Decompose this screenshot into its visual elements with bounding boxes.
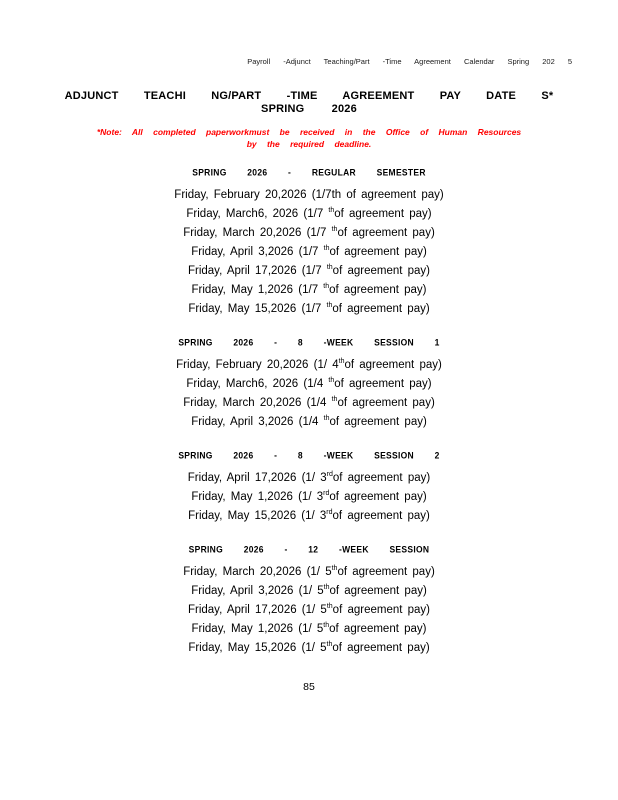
section-heading: SPRING 2026 - 8 -WEEK SESSION 2 xyxy=(178,449,440,461)
pay-date-line: Friday, April 17,2026 (1/ 3rdof agreement pay) xyxy=(187,471,431,484)
pay-date-line: Friday, May 15,2026 (1/ 5thof agreement pay) xyxy=(188,641,430,654)
pay-date-line: Friday, March6, 2026 (1/4 $^{th}$of agreement pay) xyxy=(186,377,432,390)
pay-date-line: Friday, May 15,2026 (1/7 $^{th}$of agreement pay) xyxy=(188,302,430,315)
section-heading: SPRING 2026 - 12 -WEEK SESSION xyxy=(188,543,430,555)
page-number: 85 xyxy=(303,681,315,693)
ordinal-superscript: th xyxy=(326,264,333,272)
ordinal-superscript: th xyxy=(323,584,330,592)
ordinal-superscript: rd xyxy=(326,509,333,517)
pay-date-line: Friday, March 20,2026 (1/4 $^{th}$of agreement pay) xyxy=(183,396,435,409)
pay-schedule-section xyxy=(0,166,618,319)
pay-date-line: Friday, February 20,2026 (1/ 4thof agreement pay) xyxy=(176,358,442,371)
ordinal-superscript: th xyxy=(323,415,330,423)
ordinal-superscript: th xyxy=(326,302,333,310)
ordinal-superscript: th xyxy=(326,603,333,611)
ordinal-superscript: th xyxy=(328,377,335,385)
pay-date-line: Friday, February 20,2026 (1/7th of agreement pay) xyxy=(174,189,444,201)
ordinal-superscript: th xyxy=(338,358,345,366)
pay-date-line: Friday, May 1,2026 (1/ 5thof agreement pay) xyxy=(191,622,427,635)
section-heading: SPRING 2026 - 8 -WEEK SESSION 1 xyxy=(178,336,440,348)
pay-date-line: Friday, April 3,2026 (1/7 $^{th}$of agreement pay) xyxy=(191,245,427,258)
hr-deadline-note-line1: *Note: All completed paperworkmust be received in the Office of Human Resources xyxy=(96,127,522,137)
ordinal-superscript: th xyxy=(323,283,330,291)
pay-date-line: Friday, March6, 2026 (1/7 $^{th}$of agreement pay) xyxy=(186,207,432,220)
pay-date-line: Friday, May 1,2026 (1/7 $^{th}$of agreement pay) xyxy=(191,283,427,296)
pay-date-line: Friday, May 15,2026 (1/ 3rdof agreement pay) xyxy=(188,509,430,522)
document-title-line1: ADJUNCT TEACHI NG/PART -TIME AGREEMENT PAY DATE S* xyxy=(64,90,554,102)
ordinal-superscript: th xyxy=(331,396,338,404)
pay-date-line: Friday, April 3,2026 (1/4 $^{th}$of agreement pay) xyxy=(191,415,427,428)
ordinal-superscript: th xyxy=(323,245,330,253)
pay-schedule-section xyxy=(0,336,618,432)
pay-date-line: Friday, March 20,2026 (1/7 $^{th}$of agreement pay) xyxy=(183,226,435,239)
pay-date-line: Friday, April 17,2026 (1/ 5thof agreement pay) xyxy=(187,603,431,616)
ordinal-superscript: th xyxy=(328,207,335,215)
ordinal-superscript: th xyxy=(331,565,338,573)
pay-date-line: Friday, March 20,2026 (1/ 5thof agreement pay) xyxy=(183,565,435,578)
document-title-line2: SPRING 2026 xyxy=(261,103,357,115)
ordinal-superscript: th xyxy=(331,226,338,234)
hr-deadline-note xyxy=(0,126,618,150)
ordinal-superscript: rd xyxy=(323,490,330,498)
pay-schedule-sections xyxy=(0,166,618,675)
pay-date-line: Friday, May 1,2026 (1/ 3rdof agreement pay) xyxy=(191,490,427,503)
pay-date-line: Friday, April 17,2026 (1/7 $^{th}$of agreement pay) xyxy=(187,264,431,277)
running-header: Payroll -Adjunct Teaching/Part -Time Agreement Calendar Spring 202 5 xyxy=(247,57,572,66)
pay-date-line: Friday, April 3,2026 (1/ 5thof agreement pay) xyxy=(191,584,427,597)
pay-schedule-section xyxy=(0,449,618,526)
hr-deadline-note-line2: by the required deadline. xyxy=(246,139,372,149)
pay-schedule-section xyxy=(0,543,618,658)
document-title xyxy=(0,90,618,116)
ordinal-superscript: rd xyxy=(326,471,333,479)
ordinal-superscript: th xyxy=(323,622,330,630)
ordinal-superscript: th xyxy=(326,641,333,649)
section-heading: SPRING 2026 - REGULAR SEMESTER xyxy=(192,166,426,178)
